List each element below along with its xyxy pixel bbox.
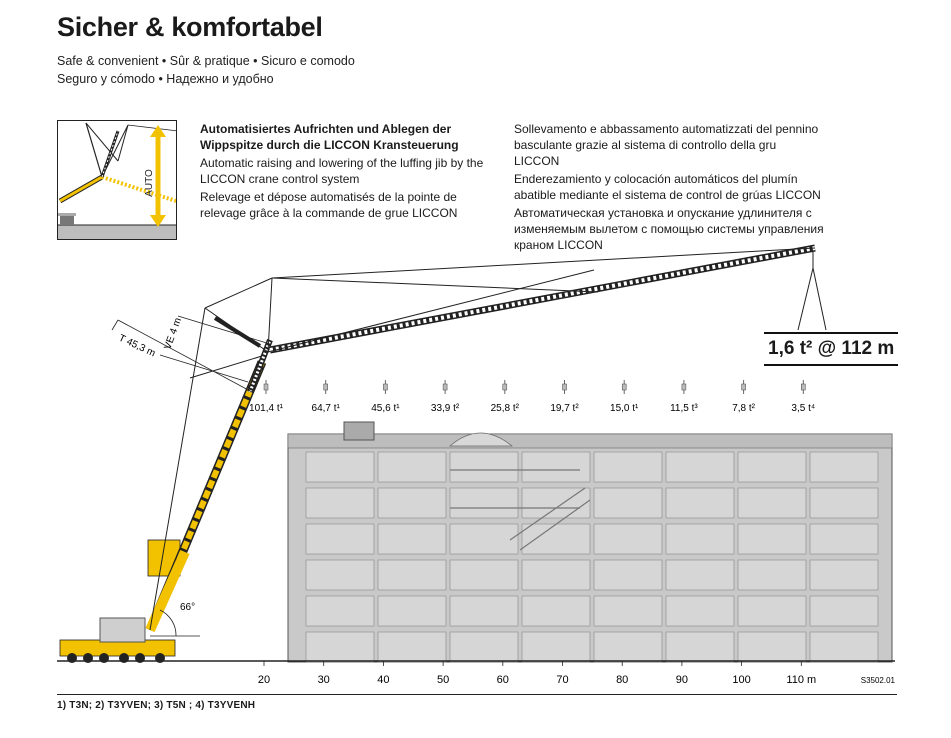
- max-load-badge: 1,6 t² @ 112 m: [764, 332, 898, 366]
- load-point-marker: [682, 380, 686, 394]
- distance-axis: [258, 661, 816, 686]
- load-point-label: 11,5 t³: [670, 403, 698, 414]
- description-de: Automatisiertes Aufrichten und Ablegen der Wippspitze durch die LICCON Kransteuerung: [200, 122, 459, 152]
- subtitle-line-1: Safe & convenient • Sûr & pratique • Sicuro e comodo: [57, 54, 355, 68]
- load-points: [249, 380, 815, 414]
- description-fr: Relevage et dépose automatisés de la pointe de relevage grâce à la commande de grue LICCON: [200, 190, 458, 220]
- axis-tick-label: 90: [675, 674, 689, 686]
- load-point-label: 19,7 t²: [550, 403, 579, 414]
- load-point-marker: [503, 380, 507, 394]
- load-point-marker: [264, 380, 268, 394]
- footnote: 1) T3N; 2) T3YVEN; 3) T5N ; 4) T3YVENH: [57, 700, 256, 711]
- auto-label: AUTO: [144, 169, 155, 197]
- load-point-label: 45,6 t¹: [371, 403, 400, 414]
- hook-rigging: [798, 252, 826, 330]
- dimension-label-ve: VE 4 m: [162, 316, 185, 352]
- load-point-marker: [801, 380, 805, 394]
- load-point-label: 7,8 t²: [732, 403, 755, 414]
- load-point-marker: [622, 380, 626, 394]
- axis-tick-label: 80: [616, 674, 629, 686]
- building-illustration: [288, 422, 892, 662]
- drawing-code: S3502.01: [860, 676, 895, 685]
- dimension-lines: [112, 316, 270, 392]
- description-it: Sollevamento e abbassamento automatizzati del pennino basculante grazie al sistema di controllo della gru LICCON: [514, 122, 819, 168]
- axis-tick-label: 110 m: [786, 674, 817, 686]
- subtitle-line-2: Seguro y cómodo • Надежно и удобно: [57, 72, 274, 86]
- load-point-marker: [563, 380, 567, 394]
- load-point-label: 25,8 t²: [490, 403, 519, 414]
- axis-tick-label: 70: [556, 674, 569, 686]
- axis-tick-label: 20: [257, 674, 271, 686]
- load-point-label: 101,4 t¹: [249, 403, 283, 414]
- load-point-label: 33,9 t²: [430, 403, 460, 414]
- description-es: Enderezamiento y colocación automáticos del plumín abatible mediante el sistema de control de grúas LICCON: [514, 172, 821, 202]
- axis-tick-label: 50: [436, 674, 450, 686]
- load-point-label: 64,7 t¹: [311, 403, 340, 414]
- page-title: Sicher & komfortabel: [57, 12, 323, 42]
- load-point-label: 15,0 t¹: [610, 403, 639, 414]
- dimension-label-t: T 45,3 m: [116, 332, 157, 360]
- load-point-marker: [324, 380, 328, 394]
- angle-label: 66°: [180, 602, 196, 613]
- axis-tick-label: 40: [377, 674, 390, 686]
- description-ru: Автоматическая установка и опускание удлинителя с изменяемым вылетом с помощью системы управления краном LICCON: [514, 206, 824, 252]
- load-point-marker: [443, 380, 447, 394]
- footnote-rule: [57, 694, 897, 695]
- description-en: Automatic raising and lowering of the luffing jib by the LICCON crane control system: [200, 156, 484, 186]
- load-point-label: 3,5 t⁴: [791, 403, 816, 414]
- axis-tick-label: 100: [732, 674, 751, 686]
- load-point-marker: [383, 380, 387, 394]
- load-point-marker: [742, 380, 746, 394]
- axis-tick-label: 30: [317, 674, 330, 686]
- axis-tick-label: 60: [496, 674, 509, 686]
